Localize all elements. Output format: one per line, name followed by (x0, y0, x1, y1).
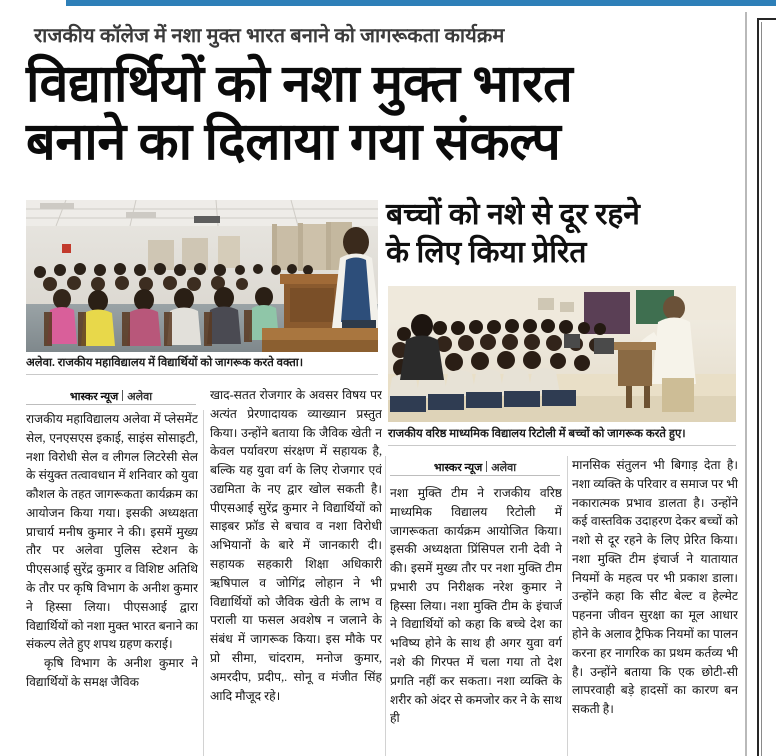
right-margin-rule (745, 12, 747, 756)
byline-rule-school (390, 475, 560, 476)
article-kicker: राजकीय कॉलेज में नशा मुक्त भारत बनाने को जागरूकता कार्यक्रम (34, 25, 505, 47)
byline-separator (122, 390, 123, 401)
byline-college (26, 389, 196, 404)
body-column-3 (390, 484, 562, 756)
next-article-headline-sliver (26, 748, 366, 756)
school-awareness-photo (388, 286, 736, 422)
page-title (26, 56, 738, 172)
body-paragraph: खाद-सतत रोजगार के अवसर विषय पर अत्यंत प्रेरणादायक व्याख्यान प्रस्तुत किया। उन्होंने बताया कि जैविक खेती न केवल पर्यावरण संरक्षण में सहायक है, बल्कि यह युवा वर्ग के लिए रोजगार एवं उद्यमिता के नए द्वार खोल सकती है। पीएसआई सुरेंद्र कुमार ने विद्यार्थियों को साइबर फ्रॉड से बचाव व नशा विरोधी अभियानों के बारे में जानकारी दी। सहायक सहकारी शिक्षा अधिकारी ऋषिपाल व जोगिंद्र लोहान ने भी विद्यार्थियों को जैविक खेती के लाभ व पराली या फसल अवशेष न जलाने के संबंध में जागरूक किया। इस मौके पर प्रो सीमा, चांदराम, मनोज कुमार, अमरदीप, प्रदीप,. सोनू व मंजीत सिंह आदि मौजूद रहे। (210, 388, 382, 703)
byline-brand: भास्कर न्यूज (69, 391, 119, 403)
byline-rule-college (26, 404, 196, 405)
photo-caption-school: राजकीय वरिष्ठ माध्यमिक विद्यालय रिटोली में बच्चों को जागरूक करते हुए। (388, 428, 686, 440)
body-column-4 (572, 456, 738, 756)
column-divider-1 (203, 410, 204, 756)
headline-line-2: बनाने का दिलाया गया संकल्प (26, 114, 561, 172)
byline-brand: भास्कर न्यूज (433, 462, 483, 474)
column-divider-2 (385, 456, 386, 756)
subhead-line-1: बच्चों को नशे से दूर रहने (386, 198, 640, 231)
byline-school (390, 460, 560, 475)
body-paragraph: कृषि विभाग के अनीश कुमार ने विद्यार्थियों के समक्ष जैविक (26, 656, 198, 689)
headline-line-1: विद्यार्थियों को नशा मुक्त भारत (26, 56, 573, 113)
top-blue-bar (66, 0, 776, 6)
byline-place: अलेवा (127, 391, 153, 403)
photo-caption-college: अलेवा. राजकीय महाविद्यालय में विद्यार्थियों को जागरूक करते वक्ता। (26, 357, 304, 369)
caption-rule-school (388, 445, 736, 446)
body-paragraph: नशा मुक्ति टीम ने राजकीय वरिष्ठ माध्यमिक विद्यालय रिटोली में जागरूकता कार्यक्रम आयोजित किया। इसकी अध्यक्षता प्रिंसिपल रानी देवी ने की। इसमें मुख्य तौर पर नशा मुक्ति टीम प्रभारी उप निरीक्षक नरेश कुमार ने हिस्सा लिया। नशा मुक्ति टीम के इंचार्ज ने विद्यार्थियों को कहा कि बच्चे देश का भविष्य होने के साथ ही अगर युवा वर्ग नशे की गिरफ्त में चला गया तो देश प्रगति नहीं कर सकता। नशा व्यक्ति के शरीर को अंदर से कमजोर कर ने के साथ ही (390, 486, 562, 726)
byline-separator (486, 461, 487, 472)
body-paragraph: राजकीय महाविद्यालय अलेवा में प्लेसमेंट सेल, एनएसएस इकाई, साइंस सोसाइटी, नशा विरोधी सेल व लीगल लिटरेसी सेल के संयुक्त तत्वावधान में शनिवार को युवा कौशल के तहत जागरूकता कार्यक्रम का आयोजन किया गया। इसकी अध्यक्षता प्राचार्य मनीष कुमार ने की। इसमें मुख्य तौर पर अलेवा पुलिस स्टेशन के पीएसआई सुरेंद्र कुमार व विशिष्ट अतिथि के तौर पर कृषि विभाग के अनीश कुमार ने हिस्सा लिया। पीएसआई द्वारा विद्यार्थियों को नशा मुक्त भारत बनाने का संकल्प लेते हुए शपथ ग्रहण कराई। (26, 412, 198, 652)
school-awareness-photo-graphic (388, 286, 736, 422)
byline-place: अलेवा (491, 462, 517, 474)
subhead-line-2: के लिए किया प्रेरित (386, 235, 587, 269)
college-awareness-photo-graphic (26, 200, 378, 352)
caption-rule-college (26, 374, 378, 375)
article-subheadline (386, 196, 738, 271)
body-column-1 (26, 410, 198, 756)
body-column-2 (210, 386, 382, 756)
college-awareness-photo (26, 200, 378, 352)
body-paragraph: मानसिक संतुलन भी बिगाड़ देता है। नशा व्यक्ति के परिवार व समाज पर भी नकारात्मक प्रभाव डालता है। उन्होंने कई वास्तविक उदाहरण देकर बच्चों को नशो से दूर रहने के लिए प्रेरित किया। नशा मुक्ति टीम इंचार्ज ने यातायात नियमों के महत्व पर भी प्रकाश डाला। उन्होंने कहा कि सीट बेल्ट व हेल्मेट पहनना जीवन सुरक्षा का मूल आधार होने के अलाव ट्रैफिक नियमों का पालन करना हर नागरिक का प्रथम कर्तव्य भी है। उन्होंने बताया कि एक छोटी-सी लापरवाही बड़े हादसों का कारण बन सकती है। (572, 458, 738, 717)
right-margin-box-inner-rule (761, 22, 776, 756)
column-divider-3 (567, 456, 568, 756)
